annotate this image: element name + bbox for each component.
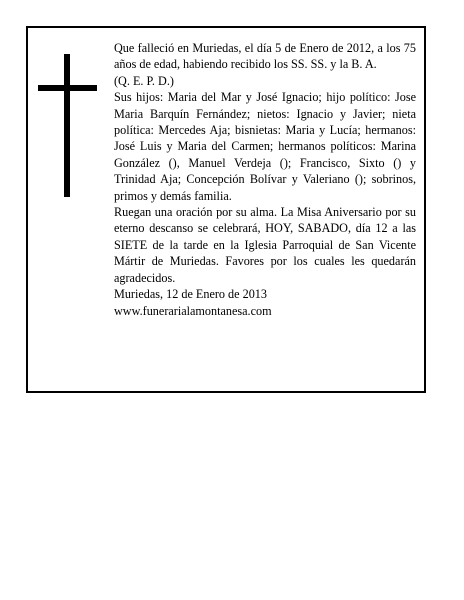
obituary-text (114, 40, 416, 319)
cross-horizontal-bar (38, 85, 97, 91)
family-list: Sus hijos: Maria del Mar y José Ignacio; hijo político: Jose Maria Barquín Fernández; nietos: Ignacio y Javier; nieta política: Mercedes Aja; bisnietas: Maria y Lucía; hermanos: José Luis y Maria del Carmen; hermanos políticos: Marina González (), Manuel Verdeja (); Francisco, Sixto () y Trinidad Aja; Concepción Bolívar y Valeriano (); sobrinos, primos y demás familia. (114, 90, 416, 203)
mass-announcement: Ruegan una oración por su alma. La Misa Aniversario por su eterno descanso se celebrará, HOY, SABADO, día 12 a las SIETE de la tarde en la Iglesia Parroquial de San Vicente Mártir de Muriedas. Favores por los cuales les quedarán agradecidos. (114, 205, 416, 285)
cross-vertical-bar (64, 54, 70, 197)
rip-abbreviation: (Q. E. P. D.) (114, 73, 174, 88)
place-and-date: Muriedas, 12 de Enero de 2013 (114, 287, 267, 302)
cross-icon (38, 54, 97, 197)
obituary-intro: Que falleció en Muriedas, el día 5 de Enero de 2012, a los 75 años de edad, habiendo recibido los SS. SS. y la B. A. (114, 41, 416, 72)
funeral-home-website: www.funerarialamontanesa.com (114, 303, 272, 318)
